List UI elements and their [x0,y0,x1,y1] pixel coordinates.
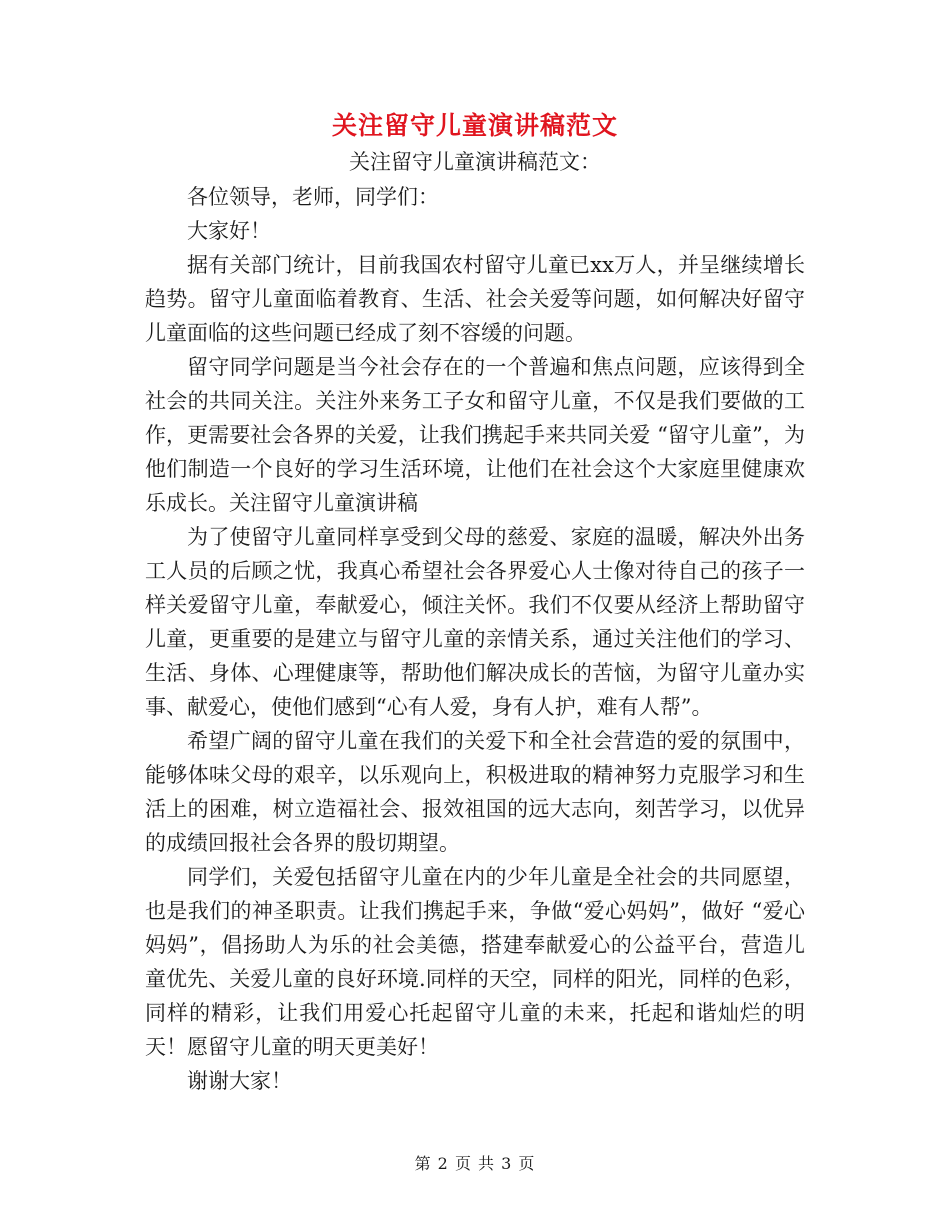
body-paragraph: 希望广阔的留守儿童在我们的关爱下和全社会营造的爱的氛围中，能够体味父母的艰辛，以乐观向上，积极进取的精神努力克服学习和生活上的困难，树立造福社会、报效祖国的远大志向，刻苦学习，以优异的成绩回报社会各界的殷切期望。 [145,729,805,855]
document-subtitle: 关注留守儿童演讲稿范文： [349,150,601,174]
page-number-footer: 第 2 页 共 3 页 [414,1154,536,1173]
body-paragraph: 据有关部门统计，目前我国农村留守儿童已xx万人，并呈继续增长趋势。留守儿童面临着教育、生活、社会关爱等问题，如何解决好留守儿童面临的这些问题已经成了刻不容缓的问题。 [145,253,805,345]
document-title: 关注留守儿童演讲稿范文 [331,111,618,140]
closing-paragraph: 谢谢大家！ [187,1069,292,1093]
body-paragraph: 为了使留守儿童同样享受到父母的慈爱、家庭的温暖，解决外出务工人员的后顾之忧，我真心希望社会各界爱心人士像对待自己的孩子一样关爱留守儿童，奉献爱心，倾注关怀。我们不仅要从经济上帮助留守儿童，更重要的是建立与留守儿童的亲情关系，通过关注他们的学习、生活、身体、心理健康等，帮助他们解决成长的苦恼，为留守儿童办实事、献爱心，使他们感到“心有人爱，身有人护，难有人帮”。 [145,525,805,719]
body-paragraph: 同学们，关爱包括留守儿童在内的少年儿童是全社会的共同愿望，也是我们的神圣职责。让我们携起手来，争做“爱心妈妈”，做好 “爱心妈妈”，倡扬助人为乐的社会美德，搭建奉献爱心的公益平台，营造儿童优先、关爱儿童的良好环境.同样的天空，同样的阳光，同样的色彩，同样的精彩，让我们用爱心托起留守儿童的未来，托起和谐灿烂的明天！愿留守儿童的明天更美好！ [145,865,805,1059]
hello-paragraph: 大家好！ [187,219,271,243]
greeting-paragraph: 各位领导，老师，同学们： [187,185,439,209]
document-body [145,180,805,1098]
body-paragraph: 留守同学问题是当今社会存在的一个普遍和焦点问题，应该得到全社会的共同关注。关注外来务工子女和留守儿童，不仅是我们要做的工作，更需要社会各界的关爱，让我们携起手来共同关爱 “留守儿童”，为他们制造一个良好的学习生活环境，让他们在社会这个大家庭里健康欢乐成长。关注留守儿童演讲稿 [145,355,805,515]
